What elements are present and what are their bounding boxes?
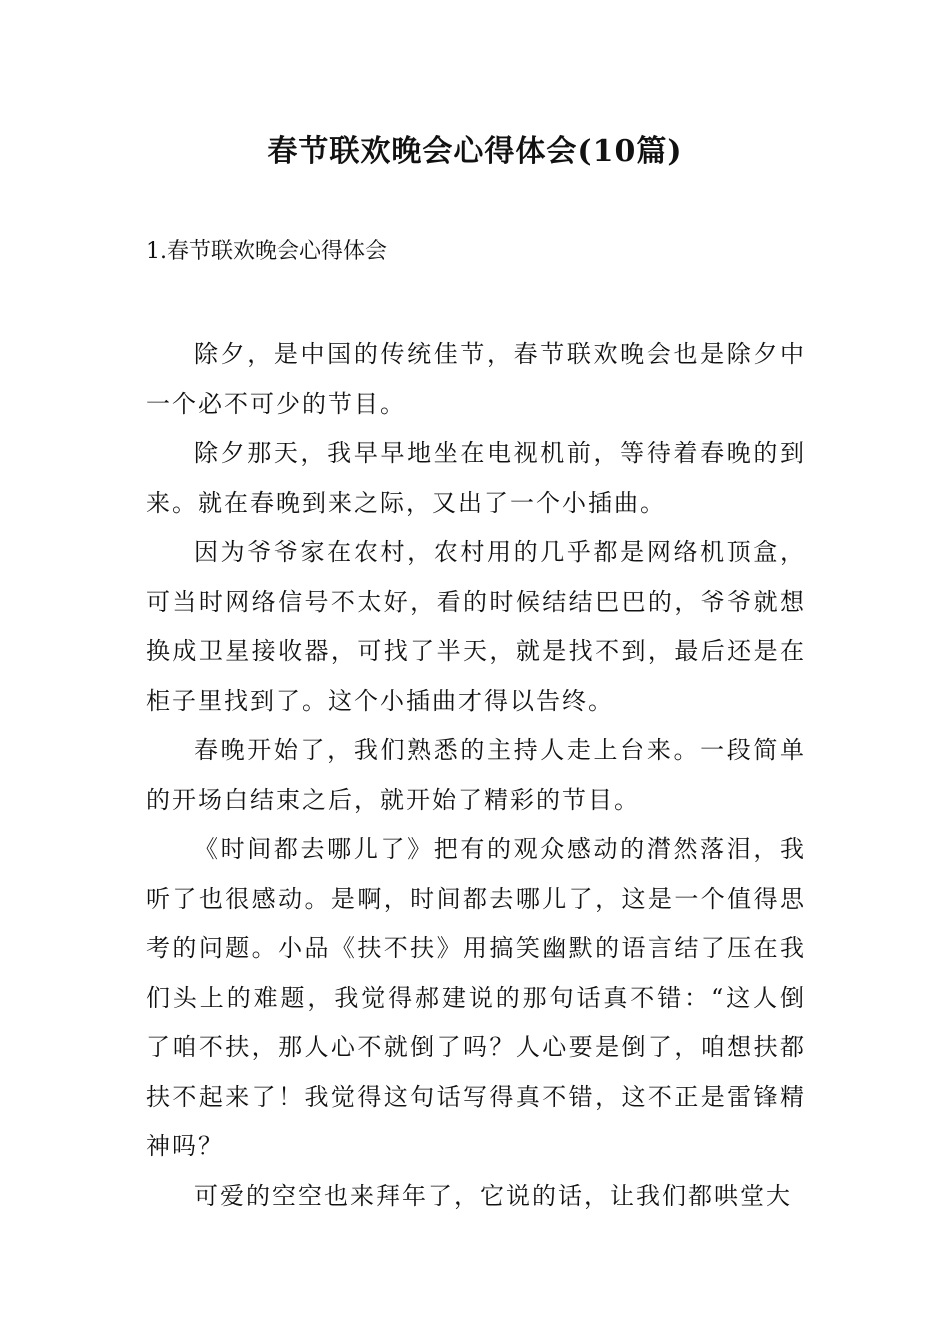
document-title: 春节联欢晚会心得体会(10篇) (267, 134, 683, 169)
paragraph: 《时间都去哪儿了》把有的观众感动的潸然落泪，我听了也很感动。是啊，时间都去哪儿了，这是一个值得思考的问题。小品《扶不扶》用搞笑幽默的语言结了压在我们头上的难题，我觉得郝建说的那句话真不错：“这人倒了咱不扶，那人心不就倒了吗？人心要是倒了，咱想扶都扶不起来了！我觉得这句话写得真不错，这不正是雷锋精神吗？ (146, 835, 806, 1160)
paragraph: 可爱的空空也来拜年了，它说的话，让我们都哄堂大 (194, 1181, 792, 1210)
paragraph: 因为爷爷家在农村，农村用的几乎都是网络机顶盒，可当时网络信号不太好，看的时候结结巴巴的，爷爷就想换成卫星接收器，可找了半天，就是找不到，最后还是在柜子里找到了。这个小插曲才得以告终。 (146, 538, 806, 715)
article-body (146, 330, 806, 1221)
paragraph: 春晚开始了，我们熟悉的主持人走上台来。一段简单的开场白结束之后，就开始了精彩的节目。 (146, 736, 806, 814)
paragraph: 除夕，是中国的传统佳节，春节联欢晚会也是除夕中一个必不可少的节目。 (146, 340, 806, 418)
section-heading: 1.春节联欢晚会心得体会 (146, 239, 387, 264)
paragraph: 除夕那天，我早早地坐在电视机前，等待着春晚的到来。就在春晚到来之际，又出了一个小插曲。 (146, 439, 806, 517)
